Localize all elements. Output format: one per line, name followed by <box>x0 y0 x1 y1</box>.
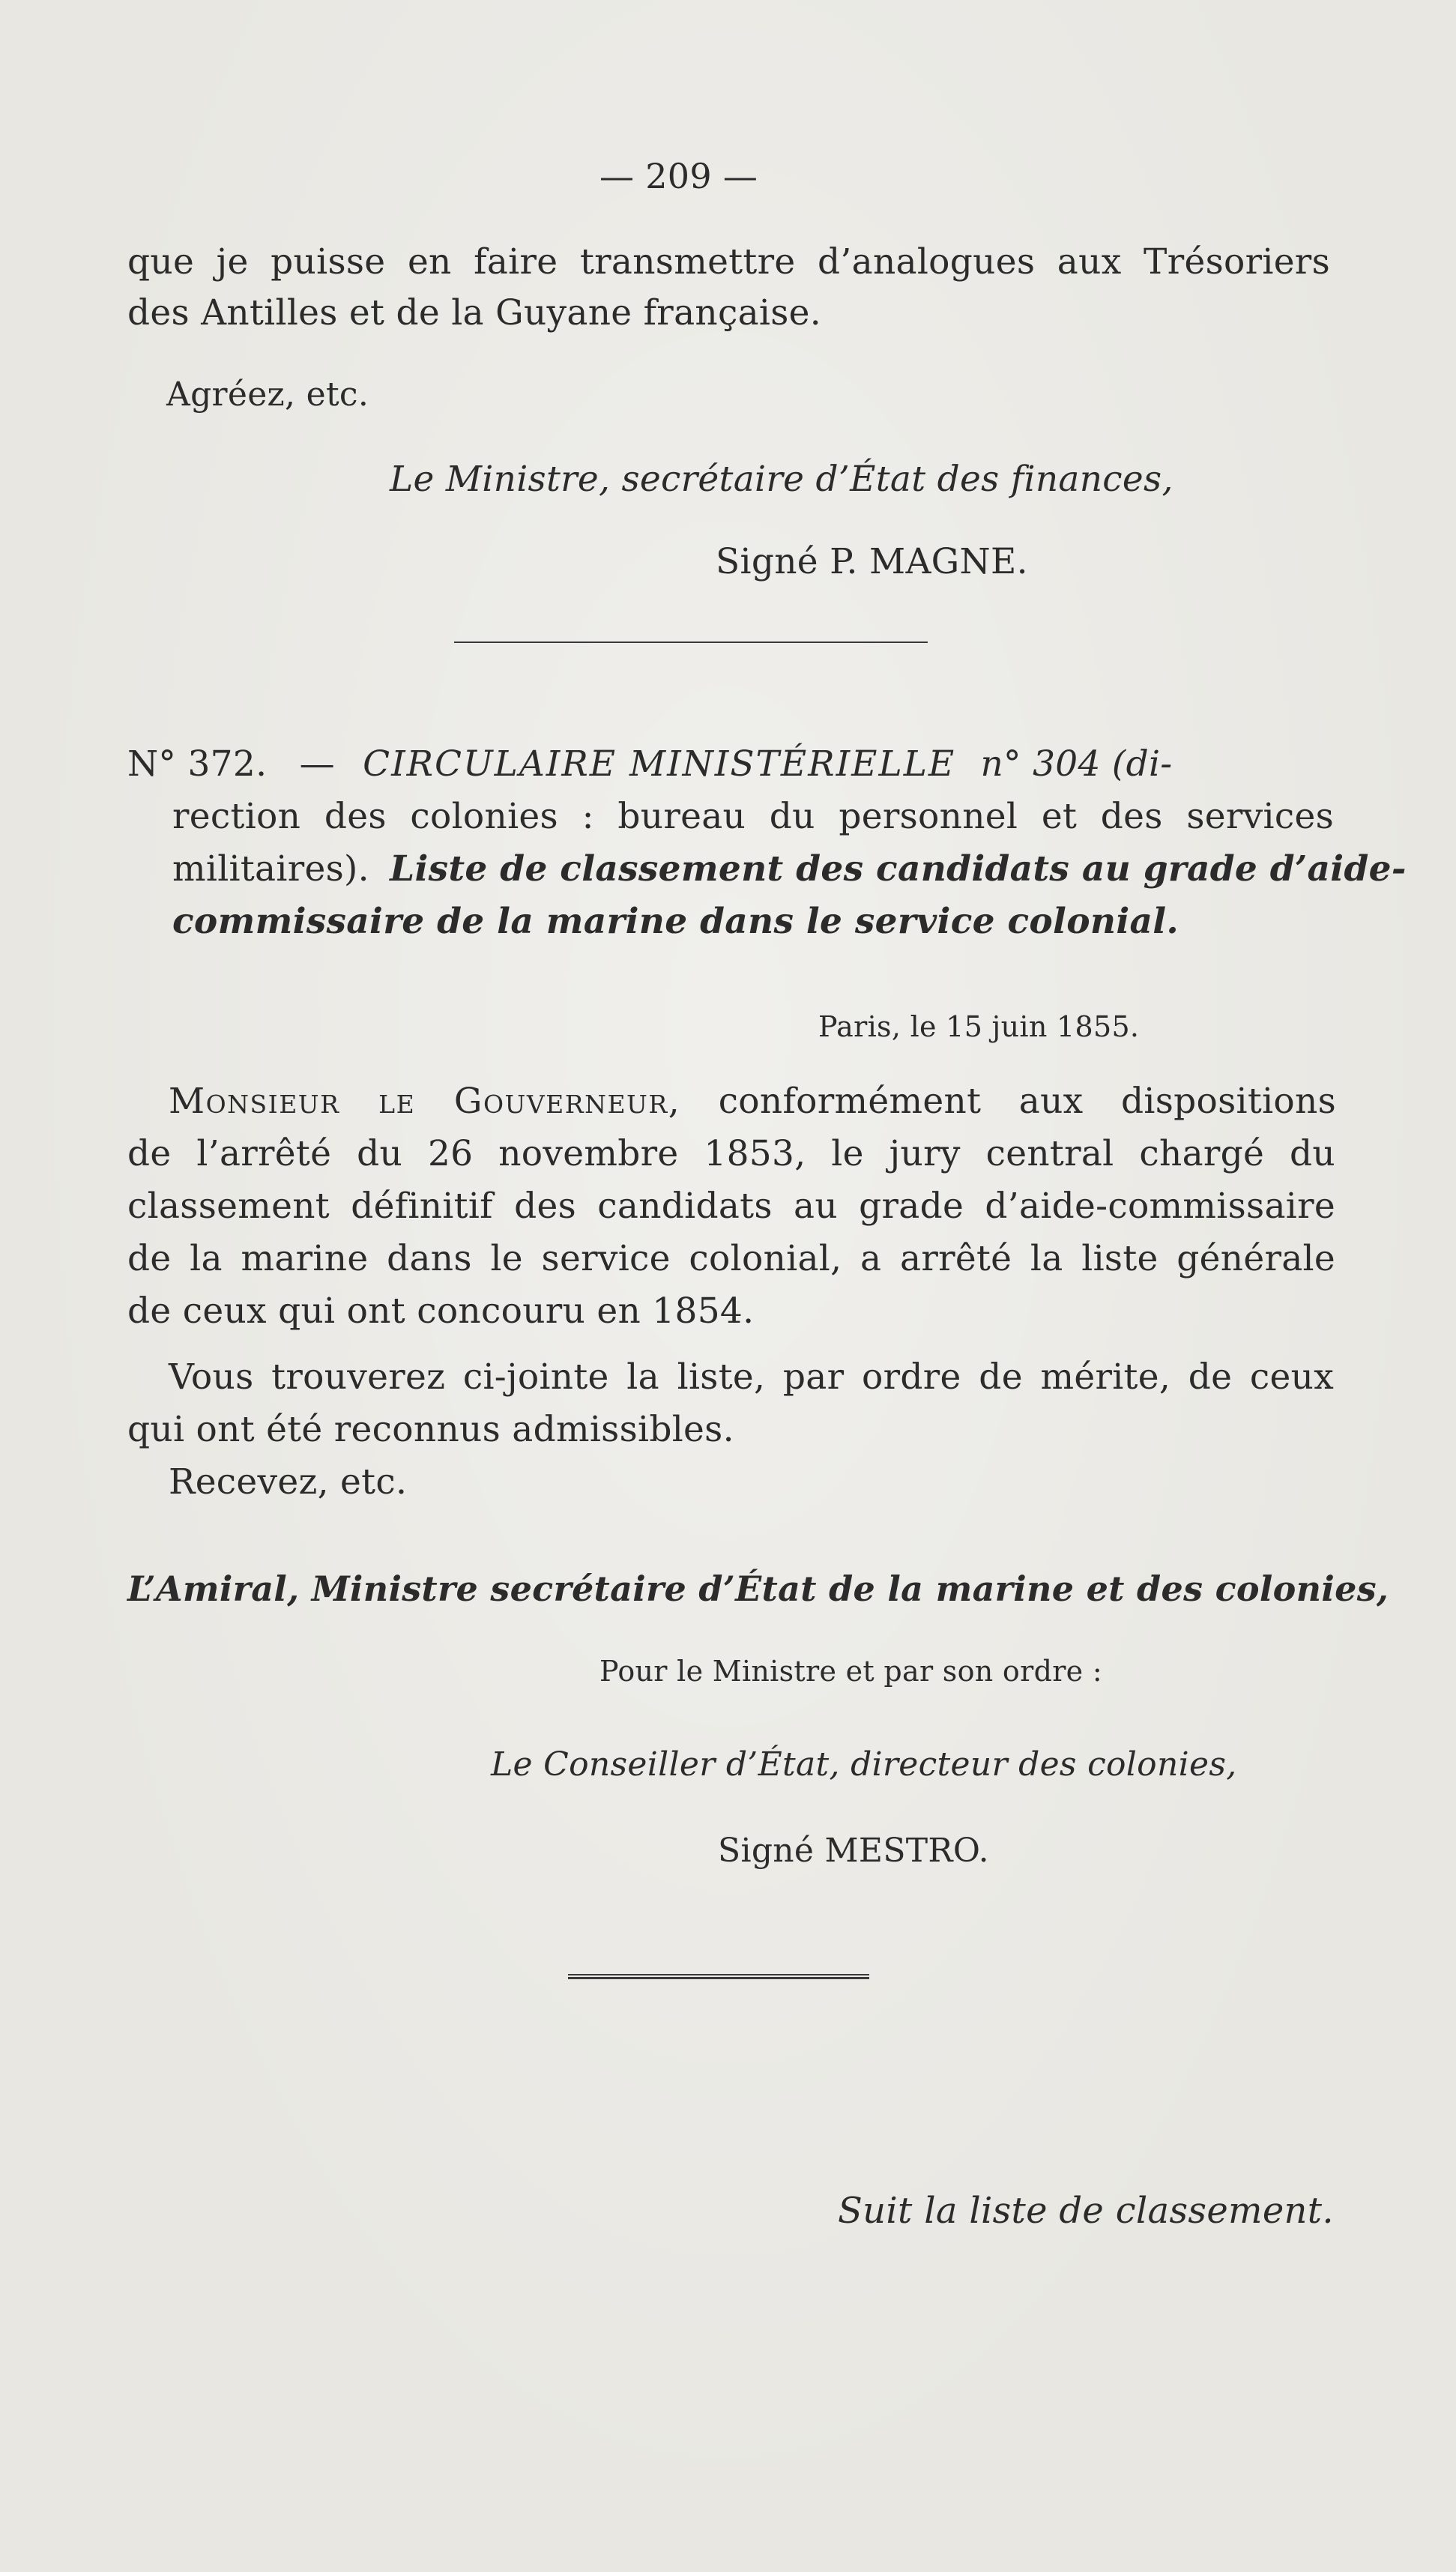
paragraph-2-line-2: qui ont été reconnus admissibles. <box>127 1409 734 1450</box>
page-number: — 209 — <box>599 156 758 196</box>
circular-closing: Recevez, etc. <box>169 1461 408 1503</box>
circular-number: N° 372. <box>127 743 268 785</box>
circular-heading-title: CIRCULAIRE MINISTÉRIELLE <box>363 743 956 785</box>
circular-signature-name: Signé MESTRO. <box>718 1832 989 1870</box>
salutation: Monsieur le Gouverneur, <box>169 1081 681 1122</box>
paragraph-1-line-3: classement définitif des candidats au grade d’aide-commissaire <box>127 1186 1335 1227</box>
circular-line-2: rection des colonies : bureau du personnel et des services <box>172 796 1334 837</box>
paragraph-1-line-1-rest: conformément aux dispositions <box>718 1081 1336 1122</box>
section-divider <box>454 642 928 643</box>
paragraph-1-line-1 <box>169 1079 1336 1124</box>
circular-line-3-normal: militaires). <box>172 848 369 890</box>
circular-dash: — <box>299 743 335 785</box>
paragraph-1-line-4: de la marine dans le service colonial, a arrêté la liste générale <box>127 1238 1335 1279</box>
opening-line-2: des Antilles et de la Guyane française. <box>127 292 822 333</box>
circular-line-3-italic: Liste de classement des candidats au grade d’aide- <box>390 848 1407 890</box>
opening-closing: Agréez, etc. <box>166 375 369 414</box>
counselor-line: Le Conseiller d’État, directeur des colonies, <box>491 1745 1237 1784</box>
circular-line-3 <box>172 847 1407 892</box>
closing-divider <box>568 1974 869 1979</box>
circular-signature-title: L’Amiral, Ministre secrétaire d’État de la marine et des colonies, <box>127 1569 1389 1609</box>
paragraph-2-line-1: Vous trouverez ci-jointe la liste, par ordre de mérite, de ceux <box>169 1356 1334 1398</box>
paragraph-1-line-2: de l’arrêté du 26 novembre 1853, le jury central chargé du <box>127 1133 1335 1174</box>
circular-line-4: commissaire de la marine dans le service colonial. <box>172 901 1179 942</box>
opening-signature-name: Signé P. MAGNE. <box>716 541 1028 582</box>
opening-signature-title: Le Ministre, secrétaire d’État des finances, <box>390 459 1173 500</box>
circular-heading-no: n° 304 (di- <box>980 743 1173 785</box>
paragraph-1-line-5: de ceux qui ont concouru en 1854. <box>127 1290 755 1332</box>
opening-line-1: que je puisse en faire transmettre d’analogues aux Trésoriers <box>127 241 1330 283</box>
for-minister-line: Pour le Ministre et par son ordre : <box>599 1655 1102 1688</box>
footer-note: Suit la liste de classement. <box>838 2190 1334 2232</box>
circular-date: Paris, le 15 juin 1855. <box>818 1010 1140 1043</box>
circular-heading-line <box>127 742 1334 787</box>
